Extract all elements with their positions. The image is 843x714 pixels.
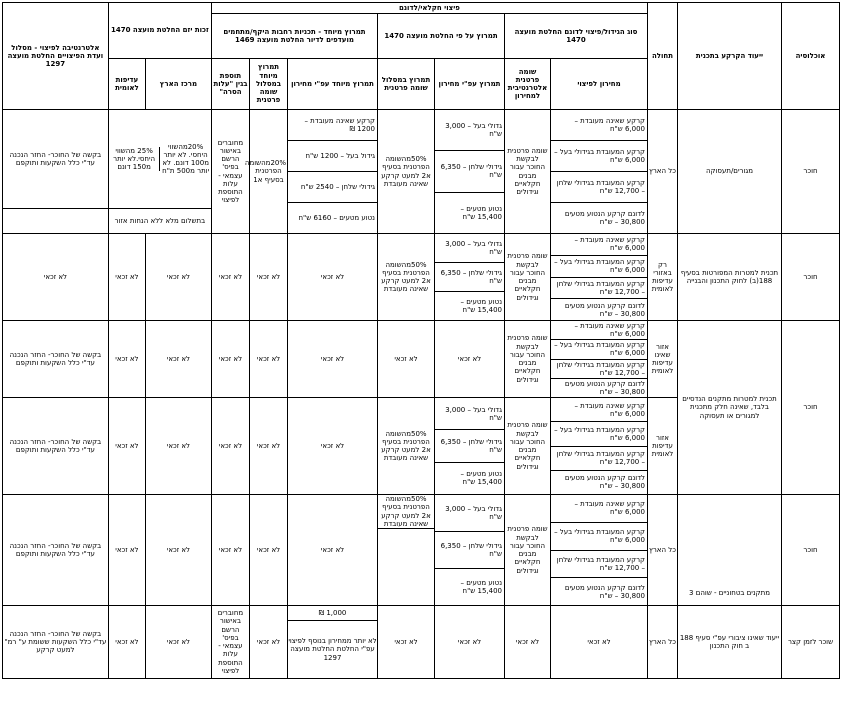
header-1470-amount: מחירון לפיצוי xyxy=(551,59,648,110)
cell-1469-shuma: לא זכאי xyxy=(250,234,288,321)
cell-land-use xyxy=(678,495,782,606)
cell-validity: כל הארץ xyxy=(648,495,678,606)
cell-yazam-priority: לא זכאי xyxy=(108,398,145,495)
sp-note: לא יותר ממחירון בנוסף לפיצוי עפ"י החלטת החלטת מועצה 1297 xyxy=(288,637,377,662)
cell-kind: חוכר xyxy=(782,495,840,606)
cell-yazam-priority: לא זכאי xyxy=(108,234,145,321)
header-1469: תמרוץ מיוחד - תכניות רחבות היקף/מתחמים מועדפים לדיור החלטת מועצה 1469 xyxy=(211,14,377,59)
cell-1469-extra: לא זכאי xyxy=(211,321,249,398)
cell-validity: אזור שאינו עדיפות לאומית xyxy=(648,321,678,398)
cell-alt: בקשה של החוכר- החזר הנכנה עד"י כלל השקעות ותוקפם xyxy=(2,398,108,495)
cell-1470-shuma: לא זכאי xyxy=(378,321,435,398)
table-row xyxy=(2,234,839,321)
cell-yazam-center: לא זכאי xyxy=(145,234,211,321)
header-validity: תחולה xyxy=(648,3,678,110)
cell-yazam-center: לא זכאי xyxy=(145,321,211,398)
header-1470-shuma: תמרוץ במסלול שומה פרטנית xyxy=(378,59,435,110)
cell-1470-alt: שומה פרטנית לבקשת החוכר עבור מבנים חקלאיים וגידולים xyxy=(505,495,551,606)
cell-land-use: מגורים/תעסוקה xyxy=(678,110,782,234)
cell-yazam-center: לא זכאי xyxy=(145,606,211,679)
cell-1470-price xyxy=(435,110,505,234)
alt-text: בקשה של החוכר- החזר הנכנה עד"י כלל השקעות ותוקפם xyxy=(3,110,108,209)
price-uncultivated: קרקע שאינה מעובדת – 6,000 ש"ח xyxy=(551,234,647,256)
inc-orchard: נטוע מטעים – 15,400 ש"ח xyxy=(460,297,502,314)
header-yazam-priority: עדיפות לאומית xyxy=(108,59,145,110)
price-cultivated: קרקע המעובדת בגידולי בעל – 6,000 ש"ח xyxy=(551,422,647,446)
header-1470-alt: שומה פרטנית אלטרנטיבית למחירון xyxy=(505,59,551,110)
cell-1470-amount xyxy=(551,321,648,398)
cell-yazam-priority: לא זכאי xyxy=(108,606,145,679)
cell-1469-price: לא זכאי xyxy=(288,234,378,321)
header-kind: אוכלוסיה xyxy=(782,3,840,110)
inc-rain: גדולי בעל – 3,000 ש"ח xyxy=(435,110,504,151)
cell-1470-shuma: לא זכאי xyxy=(378,606,435,679)
price-orchard: לדונם קרקע הנטוע מטעים 30,800 – ש"ח xyxy=(564,474,645,491)
cell-1469-shuma: לא זכאי xyxy=(250,398,288,495)
cell-yazam-center: לא זכאי xyxy=(145,398,211,495)
cell-1470-shuma xyxy=(378,495,435,606)
cell-validity: כל הארץ xyxy=(648,110,678,234)
cell-1469-extra: לא זכאי xyxy=(211,495,249,606)
cell-yazam-center: לא זכאי xyxy=(145,495,211,606)
header-yazam: זכות יזם החלטת מועצה 1470 xyxy=(108,3,211,59)
cell-yazam xyxy=(108,110,211,234)
price-orchard: לדונם קרקע הנטוע מטעים 30,800 – ש"ח xyxy=(564,379,645,396)
price-irrigated: קרקע המעובדת בגידולי שלחן – 12,700 ש"ח xyxy=(551,278,647,300)
price-cultivated: קרקע המעובדת בגידולי בעל – 6,000 ש"ח xyxy=(551,340,647,359)
compensation-table xyxy=(2,2,840,679)
header-alt: אלטרנטיבה לפיצוי - מסלול ועדת הפיצויים החלטת מועצה 1297 xyxy=(2,3,108,110)
table-row xyxy=(2,495,839,606)
price-orchard: לדונם קרקע הנטוע מטעים 30,800 – ש"ח xyxy=(564,301,645,318)
cell-1470-amount xyxy=(551,495,648,606)
inc-rain: גדולי בעל – 3,000 ש"ח xyxy=(435,234,504,263)
price-orchard: לדונם קרקע הנטוע מטעים 30,800 – ש"ח xyxy=(564,583,645,600)
header-1470-price: תמרוץ עפ"י מחירון xyxy=(435,59,505,110)
cell-land-use: ייעוד שאינו ציבורי עפ"י סעיף 188 ב חוק התכנון xyxy=(678,606,782,679)
header-land-use: ייעוד הקרקע בתכנית xyxy=(678,3,782,110)
cell-1469-shuma: לא זכאי xyxy=(250,606,288,679)
cell-yazam-priority: לא זכאי xyxy=(108,321,145,398)
cell-1470-amount xyxy=(551,110,648,234)
cell-1470-amount: לא זכאי xyxy=(551,606,648,679)
price-irrigated: קרקע המעובדת בגידולי שלחן – 12,700 ש"ח xyxy=(551,172,647,203)
cell-1470-price xyxy=(435,495,505,606)
price-uncultivated: קרקע שאינה מעובדת – 6,000 ש"ח xyxy=(551,495,647,523)
cell-validity: רק באזורי עדיפות לאומית xyxy=(648,234,678,321)
cell-1470-amount xyxy=(551,398,648,495)
cell-1469-price: לא זכאי xyxy=(288,495,378,606)
price-uncultivated: קרקע שאינה מעובדת – 6,000 ש"ח xyxy=(551,321,647,340)
cell-1470-alt: שומה פרטנית לבקשת החוכר עבור מבנים חקלאיים וגידולים xyxy=(505,398,551,495)
price-irrigated: קרקע המעובדת בגידולי שלחן – 12,700 ש"ח xyxy=(551,447,647,471)
compensation-table-sheet xyxy=(3,2,840,711)
cell-1469-price: לא זכאי xyxy=(288,321,378,398)
cell-1469-price xyxy=(288,606,378,679)
cell-1470-alt: שומה פרטנית לבקשת החוכר עבור מבנים חקלאיים וגידולים xyxy=(505,234,551,321)
header-agri-group: פיצוי חקלאי/לדונם xyxy=(211,3,647,14)
price-uncultivated: קרקע שאינה מעובדת – 6,000 ש"ח xyxy=(551,110,647,141)
yazam-center: 20%מהשווי היחסי. לא יותר מ100 דונם. לא יותר מ500 ת"ח xyxy=(162,142,210,176)
cell-1470-price xyxy=(435,398,505,495)
sp-irrigated: גידולי שלחן – 2540 ש"ח xyxy=(288,172,377,203)
cell-1470-shuma: 50%מהשומה הפרטנית בסעיף א2 למעט קרקע שאינה מעובדת xyxy=(378,110,435,234)
cell-alt: בקשה של החוכר- החזר הנכנה עד"י כלל השקעות ותוקפם xyxy=(2,321,108,398)
header-1470-type: סוג הגידול/פיצוי לדונם החלטת מועצה 1470 xyxy=(505,14,648,59)
cell-1469-extra: לא זכאי xyxy=(211,234,249,321)
header-1469-extra: תוספת בגין "עלות הסרה" xyxy=(211,59,249,110)
cell-kind: חוכר xyxy=(782,110,840,234)
inc-irrigated: גידולי שלחן – 6,350 ש"ח xyxy=(435,430,504,462)
price-cultivated: קרקע המעובדת בגידולי בעל – 6,000 ש"ח xyxy=(551,523,647,551)
cell-1470-alt: שומה פרטנית לבקשת החוכר עבור מבנים חקלאיים וגידולים xyxy=(505,110,551,234)
cell-1469-shuma: לא זכאי xyxy=(250,495,288,606)
price-uncultivated: קרקע שאינה מעובדת – 6,000 ש"ח xyxy=(551,398,647,422)
sp-rain: גידול בעל – 1200 ש"ח xyxy=(288,141,377,172)
cell-1469-price xyxy=(288,110,378,234)
cell-1470-amount xyxy=(551,234,648,321)
cell-1470-alt: לא זכאי xyxy=(505,606,551,679)
inc-irrigated: גידולי שלחן – 6,350 ש"ח xyxy=(435,263,504,292)
inc-irrigated: גידולי שלחן – 6,350 ש"ח xyxy=(435,151,504,192)
cell-1469-extra: מחוברים באישור הרשם בפיס' עצמאי - עלות התוספת לפיצוי xyxy=(211,606,249,679)
cell-kind: חוכר xyxy=(782,321,840,495)
cell-1470-price: לא זכאי xyxy=(435,606,505,679)
cell-validity: כל הארץ xyxy=(648,606,678,679)
cell-land-use: תכנית למטרות מתקנים הנדסיים בלבד, שאינה חלק מתכנית למגורים או תעסוקה xyxy=(678,321,782,495)
cell-1469-shuma: לא זכאי xyxy=(250,321,288,398)
price-cultivated: קרקע המעובדת בגידולי בעל – 6,000 ש"ח xyxy=(551,256,647,278)
cell-alt: בקשה של החוכר- החזר הנכנה עד"י כלל השקעות ששומת ע" רמ" למעט קרקע xyxy=(2,606,108,679)
cell-kind: חוכר xyxy=(782,234,840,321)
cell-alt: לא זכאי xyxy=(2,234,108,321)
cell-1470-alt: שומה פרטנית לבקשת החוכר עבור מבנים חקלאיים וגידולים xyxy=(505,321,551,398)
cell-1470-shuma: 50%מהשומה הפרטנית בסעיף א2 למעט קרקע שאינה מעובדת xyxy=(378,398,435,495)
sp-uncultivated: קרקע שאינה מעובדת – 1200 ₪ xyxy=(288,110,377,141)
cell-1469-extra: לא זכאי xyxy=(211,398,249,495)
price-cultivated: קרקע המעובדת בגידולי בעל – 6,000 ש"ח xyxy=(551,141,647,172)
inc-irrigated: גידולי שלחן – 6,350 ש"ח xyxy=(435,532,504,569)
inc-shuma-text: 50%מהשומה הפרטנית בסעיף א2 למעט קרקע שאינה מעובדת xyxy=(378,495,434,529)
sp-1000: 1,000 ₪ xyxy=(288,606,377,621)
inc-orchard: נטוע מטעים – 15,400 ש"ח xyxy=(460,470,502,487)
cell-1470-price: לא זכאי xyxy=(435,321,505,398)
header-1469-shuma: תמרוץ מיוחד במסלול שומה פרטנית xyxy=(250,59,288,110)
inc-orchard: נטוע מטעים – 15,400 ש"ח xyxy=(460,204,502,221)
header-1470-by: תמרוץ על פי החלטת מועצה 1470 xyxy=(378,14,505,59)
sp-orchard: נטוע מטעים – 6160 ש"ח xyxy=(298,213,375,222)
table-row xyxy=(2,110,839,234)
price-irrigated: קרקע המעובדת בגידולי שלחן – 12,700 ש"ח xyxy=(551,360,647,379)
land-use-text: מתקנים בטחוניים - שוהם 3 xyxy=(689,588,770,597)
cell-alt xyxy=(2,110,108,234)
inc-rain: גדולי בעל – 3,000 ש"ח xyxy=(435,398,504,430)
cell-alt: בקשה של החוכר- החזר הנכנה עד"י כלל השקעות ותוקפם xyxy=(2,495,108,606)
table-row xyxy=(2,321,839,398)
table-row xyxy=(2,606,839,679)
cell-1470-shuma: 50%מהשומה הפרטנית בסעיף א2 למעט קרקע שאינה מעובדת xyxy=(378,234,435,321)
inc-rain: גדולי בעל – 3,000 ש"ח xyxy=(435,495,504,532)
inc-orchard: נטוע מטעים – 15,400 ש"ח xyxy=(460,578,502,595)
cell-yazam-priority: לא זכאי xyxy=(108,495,145,606)
cell-1469-extra: מחוברים באישור הרשם בפיס' עצמאי - עלות התוספת לפיצוי xyxy=(211,110,249,234)
yazam-priority: 25% מהשווי היחסי.לא יותר מ150 דונם xyxy=(109,147,161,172)
payment-note: בתשלום מלא ללא הנחות אזור xyxy=(114,216,206,225)
cell-1470-price xyxy=(435,234,505,321)
header-yazam-center: מרכז הארץ xyxy=(145,59,211,110)
price-irrigated: קרקע המעובדת בגידולי שלחן – 12,700 ש"ח xyxy=(551,551,647,579)
cell-1469-price: לא זכאי xyxy=(288,398,378,495)
header-1469-price: תמרוץ מיוחד עפ"י מחירון xyxy=(288,59,378,110)
cell-1469-shuma: 20%מהשומה הפרטנית בסעיף א1 xyxy=(250,110,288,234)
cell-land-use: תכנית למטרות המפורטות בסעיף 188(ב) לחוק התכנון והבנייה xyxy=(678,234,782,321)
cell-validity: אזור עדיפות לאומית xyxy=(648,398,678,495)
price-orchard: לדונם קרקע הנטוע מטעים 30,800 – ש"ח xyxy=(564,209,645,226)
cell-kind: שוכר לזמן קצר xyxy=(782,606,840,679)
